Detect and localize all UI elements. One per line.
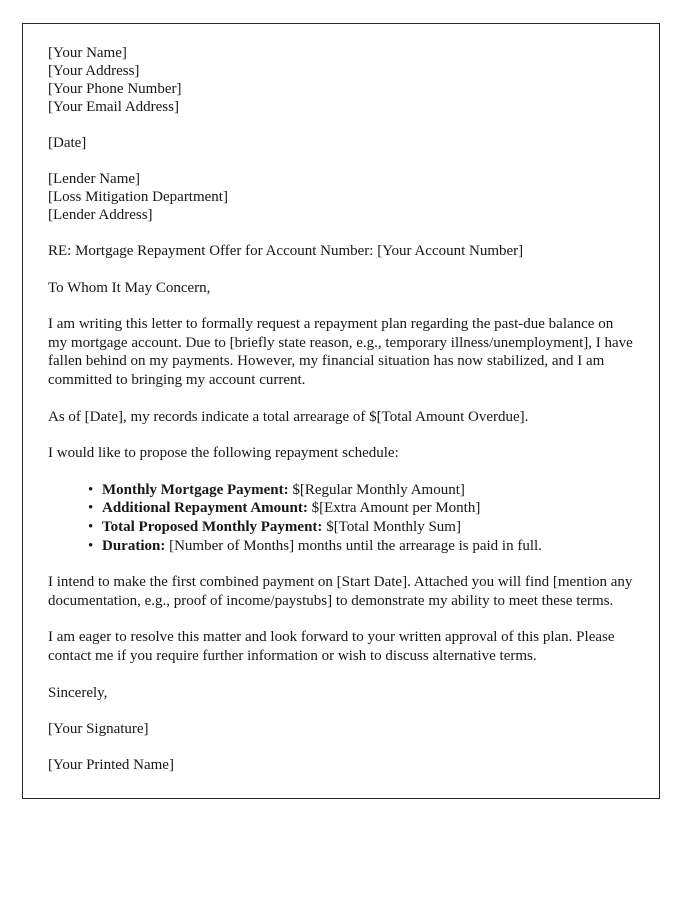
lender-department-line: [Loss Mitigation Department] [48,189,228,205]
schedule-item-value: $[Total Monthly Sum] [326,518,461,535]
spacer [48,152,634,170]
lender-name-line: [Lender Name] [48,171,141,187]
body-paragraph-1: I am writing this letter to formally request a repayment plan regarding the past-due balance on my mortgage account. Due to [briefly state reason, e.g., temporary illness/unemployment], I have fallen behind on my payments. However, my financial situation has now stabilized, and I am committed to bringing my account current. [48,316,633,388]
body-paragraph-3-proposal-intro: I would like to propose the following repayment schedule: [48,445,399,462]
lender-address-line: [Lender Address] [48,207,153,223]
spacer [48,224,634,242]
schedule-item-value: $[Regular Monthly Amount] [292,481,465,498]
signature-placeholder: [Your Signature] [48,720,149,737]
printed-name-placeholder: [Your Printed Name] [48,756,174,773]
list-item [88,518,634,537]
list-item [88,537,634,556]
spacer [48,666,634,684]
repayment-schedule-list [48,481,634,555]
sender-address-block [48,44,634,116]
spacer [48,261,634,279]
body-paragraph-5-closing-request: I am eager to resolve this matter and look forward to your written approval of this plan. Please contact me if you require further information or wish to discuss alternative terms. [48,629,615,664]
list-item [88,481,634,500]
spacer [48,390,634,408]
sender-name-line: [Your Name] [48,45,127,61]
spacer [48,297,634,315]
schedule-item-label: Monthly Mortgage Payment: [102,481,289,498]
schedule-item-value: $[Extra Amount per Month] [311,500,481,517]
spacer [48,555,634,573]
sender-email-line: [Your Email Address] [48,99,179,115]
recipient-address-block [48,170,634,224]
schedule-item-value: [Number of Months] months until the arrearage is paid in full. [169,537,542,554]
spacer [48,702,634,720]
body-paragraph-4-first-payment: I intend to make the first combined payment on [Start Date]. Attached you will find [mention any documentation, e.g., proof of income/paystubs] to demonstrate my ability to meet these terms. [48,574,633,609]
closing-salutation: Sincerely, [48,684,108,701]
subject-line: RE: Mortgage Repayment Offer for Account Number: [Your Account Number] [48,243,524,259]
salutation: To Whom It May Concern, [48,279,211,296]
body-paragraph-2-arrearage: As of [Date], my records indicate a total arrearage of $[Total Amount Overdue]. [48,408,529,425]
spacer [48,738,634,756]
letter-content [48,44,634,774]
spacer [48,116,634,134]
schedule-item-label: Duration: [102,537,166,554]
date-line: [Date] [48,135,87,151]
schedule-item-label: Additional Repayment Amount: [102,500,308,517]
sender-address-line: [Your Address] [48,63,140,79]
letter-page-frame [22,23,660,799]
list-item [88,499,634,518]
spacer [48,426,634,444]
sender-phone-line: [Your Phone Number] [48,81,182,97]
schedule-item-label: Total Proposed Monthly Payment: [102,518,323,535]
spacer [48,610,634,628]
spacer [48,463,634,481]
